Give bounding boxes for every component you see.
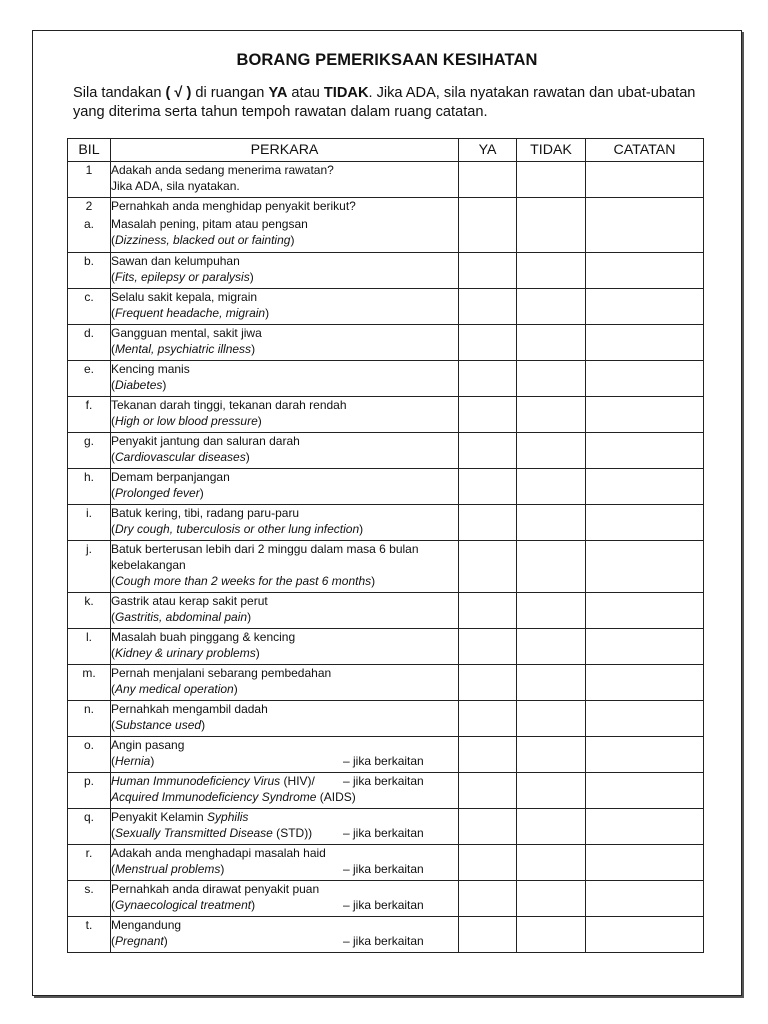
- conditional-note: – jika berkaitan: [343, 754, 424, 768]
- row-number: r.: [68, 845, 111, 881]
- item-text: Batuk kering, tibi, radang paru-paru (Dry cough, tuberculosis or other lung infection): [111, 505, 459, 541]
- table-row: [68, 917, 704, 953]
- row-number: g.: [68, 433, 111, 469]
- catatan-field[interactable]: [586, 881, 704, 917]
- health-checklist-table: [67, 138, 704, 953]
- row-number: k.: [68, 593, 111, 629]
- ya-checkbox-cell[interactable]: [459, 701, 517, 737]
- catatan-field[interactable]: [586, 845, 704, 881]
- conditional-note: – jika berkaitan: [343, 934, 424, 948]
- item-text: Pernahkah anda dirawat penyakit puan (Gynaecological treatment) – jika berkaitan: [111, 881, 459, 917]
- item-text: Gastrik atau kerap sakit perut (Gastritis, abdominal pain): [111, 593, 459, 629]
- table-row: [68, 665, 704, 701]
- table-row: [68, 198, 704, 253]
- catatan-field[interactable]: [586, 469, 704, 505]
- item-text: Human Immunodeficiency Virus (HIV)/ – jika berkaitan Acquired Immunodeficiency Syndrome (AIDS): [111, 773, 459, 809]
- catatan-field[interactable]: [586, 701, 704, 737]
- item-text: Penyakit Kelamin Syphilis (Sexually Transmitted Disease (STD)) – jika berkaitan: [111, 809, 459, 845]
- tidak-checkbox-cell[interactable]: [517, 325, 586, 361]
- catatan-field[interactable]: [586, 253, 704, 289]
- tidak-checkbox-cell[interactable]: [517, 917, 586, 953]
- table-row: [68, 881, 704, 917]
- tidak-checkbox-cell[interactable]: [517, 845, 586, 881]
- tidak-checkbox-cell[interactable]: [517, 593, 586, 629]
- item-text: Kencing manis (Diabetes): [111, 361, 459, 397]
- item-text: Selalu sakit kepala, migrain (Frequent headache, migrain): [111, 289, 459, 325]
- table-row: [68, 325, 704, 361]
- row-number: d.: [68, 325, 111, 361]
- tidak-checkbox-cell[interactable]: [517, 881, 586, 917]
- col-header-catatan: CATATAN: [586, 139, 704, 162]
- header-row: [68, 139, 704, 162]
- tidak-checkbox-cell[interactable]: [517, 198, 586, 253]
- table-row: [68, 845, 704, 881]
- ya-checkbox-cell[interactable]: [459, 289, 517, 325]
- ya-checkbox-cell[interactable]: [459, 665, 517, 701]
- row-number: 1: [68, 162, 111, 198]
- catatan-field[interactable]: [586, 505, 704, 541]
- table-row: [68, 433, 704, 469]
- item-text: Masalah buah pinggang & kencing (Kidney & urinary problems): [111, 629, 459, 665]
- tidak-checkbox-cell[interactable]: [517, 701, 586, 737]
- catatan-field[interactable]: [586, 162, 704, 198]
- row-number: q.: [68, 809, 111, 845]
- table-row: [68, 397, 704, 433]
- ya-checkbox-cell[interactable]: [459, 917, 517, 953]
- row-number: h.: [68, 469, 111, 505]
- row-number: s.: [68, 881, 111, 917]
- row-number: n.: [68, 701, 111, 737]
- ya-checkbox-cell[interactable]: [459, 162, 517, 198]
- catatan-field[interactable]: [586, 737, 704, 773]
- item-text: Tekanan darah tinggi, tekanan darah rendah (High or low blood pressure): [111, 397, 459, 433]
- table-row: [68, 505, 704, 541]
- table-row: [68, 469, 704, 505]
- table-row: [68, 361, 704, 397]
- row-number: e.: [68, 361, 111, 397]
- tidak-checkbox-cell[interactable]: [517, 629, 586, 665]
- tidak-checkbox-cell[interactable]: [517, 289, 586, 325]
- ya-checkbox-cell[interactable]: [459, 809, 517, 845]
- catatan-field[interactable]: [586, 593, 704, 629]
- tidak-checkbox-cell[interactable]: [517, 809, 586, 845]
- row-number: c.: [68, 289, 111, 325]
- tidak-checkbox-cell[interactable]: [517, 361, 586, 397]
- catatan-field[interactable]: [586, 773, 704, 809]
- table-row: [68, 289, 704, 325]
- conditional-note: – jika berkaitan: [343, 826, 424, 840]
- item-text: Pernah menjalani sebarang pembedahan (Any medical operation): [111, 665, 459, 701]
- catatan-field[interactable]: [586, 665, 704, 701]
- conditional-note: – jika berkaitan: [343, 862, 424, 876]
- row-number: m.: [68, 665, 111, 701]
- ya-checkbox-cell[interactable]: [459, 361, 517, 397]
- col-header-tidak: TIDAK: [517, 139, 586, 162]
- catatan-field[interactable]: [586, 198, 704, 253]
- instruction-text: Sila tandakan ( √ ) di ruangan YA atau TIDAK. Jika ADA, sila nyatakan rawatan dan ubat-ubatan yang diterima serta tahun tempoh rawatan dalam ruang catatan.: [73, 85, 696, 120]
- table-row: [68, 162, 704, 198]
- catatan-field[interactable]: [586, 289, 704, 325]
- item-text: Angin pasang (Hernia) – jika berkaitan: [111, 737, 459, 773]
- item-text: Pernahkah anda menghidap penyakit berikut? Masalah pening, pitam atau pengsan (Dizziness, blacked out or fainting): [111, 198, 459, 253]
- catatan-field[interactable]: [586, 361, 704, 397]
- tidak-checkbox-cell[interactable]: [517, 469, 586, 505]
- tidak-checkbox-cell[interactable]: [517, 253, 586, 289]
- row-number: p.: [68, 773, 111, 809]
- item-text: Demam berpanjangan (Prolonged fever): [111, 469, 459, 505]
- row-number: j.: [68, 541, 111, 593]
- item-text: Batuk berterusan lebih dari 2 minggu dalam masa 6 bulan kebelakangan (Cough more than 2 weeks for the past 6 months): [111, 541, 459, 593]
- item-text: Adakah anda menghadapi masalah haid (Menstrual problems) – jika berkaitan: [111, 845, 459, 881]
- ya-checkbox-cell[interactable]: [459, 593, 517, 629]
- form-frame: [32, 30, 742, 996]
- item-text: Pernahkah mengambil dadah (Substance used): [111, 701, 459, 737]
- item-text: Mengandung (Pregnant) – jika berkaitan: [111, 917, 459, 953]
- ya-checkbox-cell[interactable]: [459, 845, 517, 881]
- table-row: [68, 629, 704, 665]
- catatan-field[interactable]: [586, 325, 704, 361]
- catatan-field[interactable]: [586, 629, 704, 665]
- ya-checkbox-cell[interactable]: [459, 253, 517, 289]
- tidak-checkbox-cell[interactable]: [517, 397, 586, 433]
- tidak-checkbox-cell[interactable]: [517, 737, 586, 773]
- col-header-bil: BIL: [68, 139, 111, 162]
- row-number: o.: [68, 737, 111, 773]
- conditional-note: – jika berkaitan: [343, 898, 424, 912]
- catatan-field[interactable]: [586, 809, 704, 845]
- table-row: [68, 701, 704, 737]
- table-row: [68, 253, 704, 289]
- item-text: Gangguan mental, sakit jiwa (Mental, psychiatric illness): [111, 325, 459, 361]
- row-number: t.: [68, 917, 111, 953]
- conditional-note: – jika berkaitan: [343, 774, 424, 788]
- table-row: [68, 809, 704, 845]
- ya-checkbox-cell[interactable]: [459, 397, 517, 433]
- ya-checkbox-cell[interactable]: [459, 629, 517, 665]
- tidak-checkbox-cell[interactable]: [517, 162, 586, 198]
- table-row: [68, 773, 704, 809]
- tidak-checkbox-cell[interactable]: [517, 541, 586, 593]
- ya-checkbox-cell[interactable]: [459, 881, 517, 917]
- ya-checkbox-cell[interactable]: [459, 737, 517, 773]
- row-number: l.: [68, 629, 111, 665]
- table-row: [68, 541, 704, 593]
- ya-checkbox-cell[interactable]: [459, 325, 517, 361]
- item-text: Adakah anda sedang menerima rawatan? Jika ADA, sila nyatakan.: [111, 162, 459, 198]
- col-header-ya: YA: [459, 139, 517, 162]
- catatan-field[interactable]: [586, 917, 704, 953]
- tidak-checkbox-cell[interactable]: [517, 433, 586, 469]
- row-number: f.: [68, 397, 111, 433]
- tidak-checkbox-cell[interactable]: [517, 665, 586, 701]
- form-title: BORANG PEMERIKSAAN KESIHATAN: [236, 51, 538, 69]
- item-text: Sawan dan kelumpuhan (Fits, epilepsy or paralysis): [111, 253, 459, 289]
- ya-checkbox-cell[interactable]: [459, 541, 517, 593]
- table-row: [68, 593, 704, 629]
- ya-checkbox-cell[interactable]: [459, 433, 517, 469]
- item-text: Penyakit jantung dan saluran darah (Cardiovascular diseases): [111, 433, 459, 469]
- catatan-field[interactable]: [586, 397, 704, 433]
- row-number: b.: [68, 253, 111, 289]
- ya-checkbox-cell[interactable]: [459, 469, 517, 505]
- row-number: 2 a.: [68, 198, 111, 253]
- tidak-checkbox-cell[interactable]: [517, 773, 586, 809]
- ya-checkbox-cell[interactable]: [459, 198, 517, 253]
- tidak-checkbox-cell[interactable]: [517, 505, 586, 541]
- ya-checkbox-cell[interactable]: [459, 773, 517, 809]
- row-number: i.: [68, 505, 111, 541]
- col-header-perkara: PERKARA: [111, 139, 459, 162]
- catatan-field[interactable]: [586, 433, 704, 469]
- table-row: [68, 737, 704, 773]
- ya-checkbox-cell[interactable]: [459, 505, 517, 541]
- catatan-field[interactable]: [586, 541, 704, 593]
